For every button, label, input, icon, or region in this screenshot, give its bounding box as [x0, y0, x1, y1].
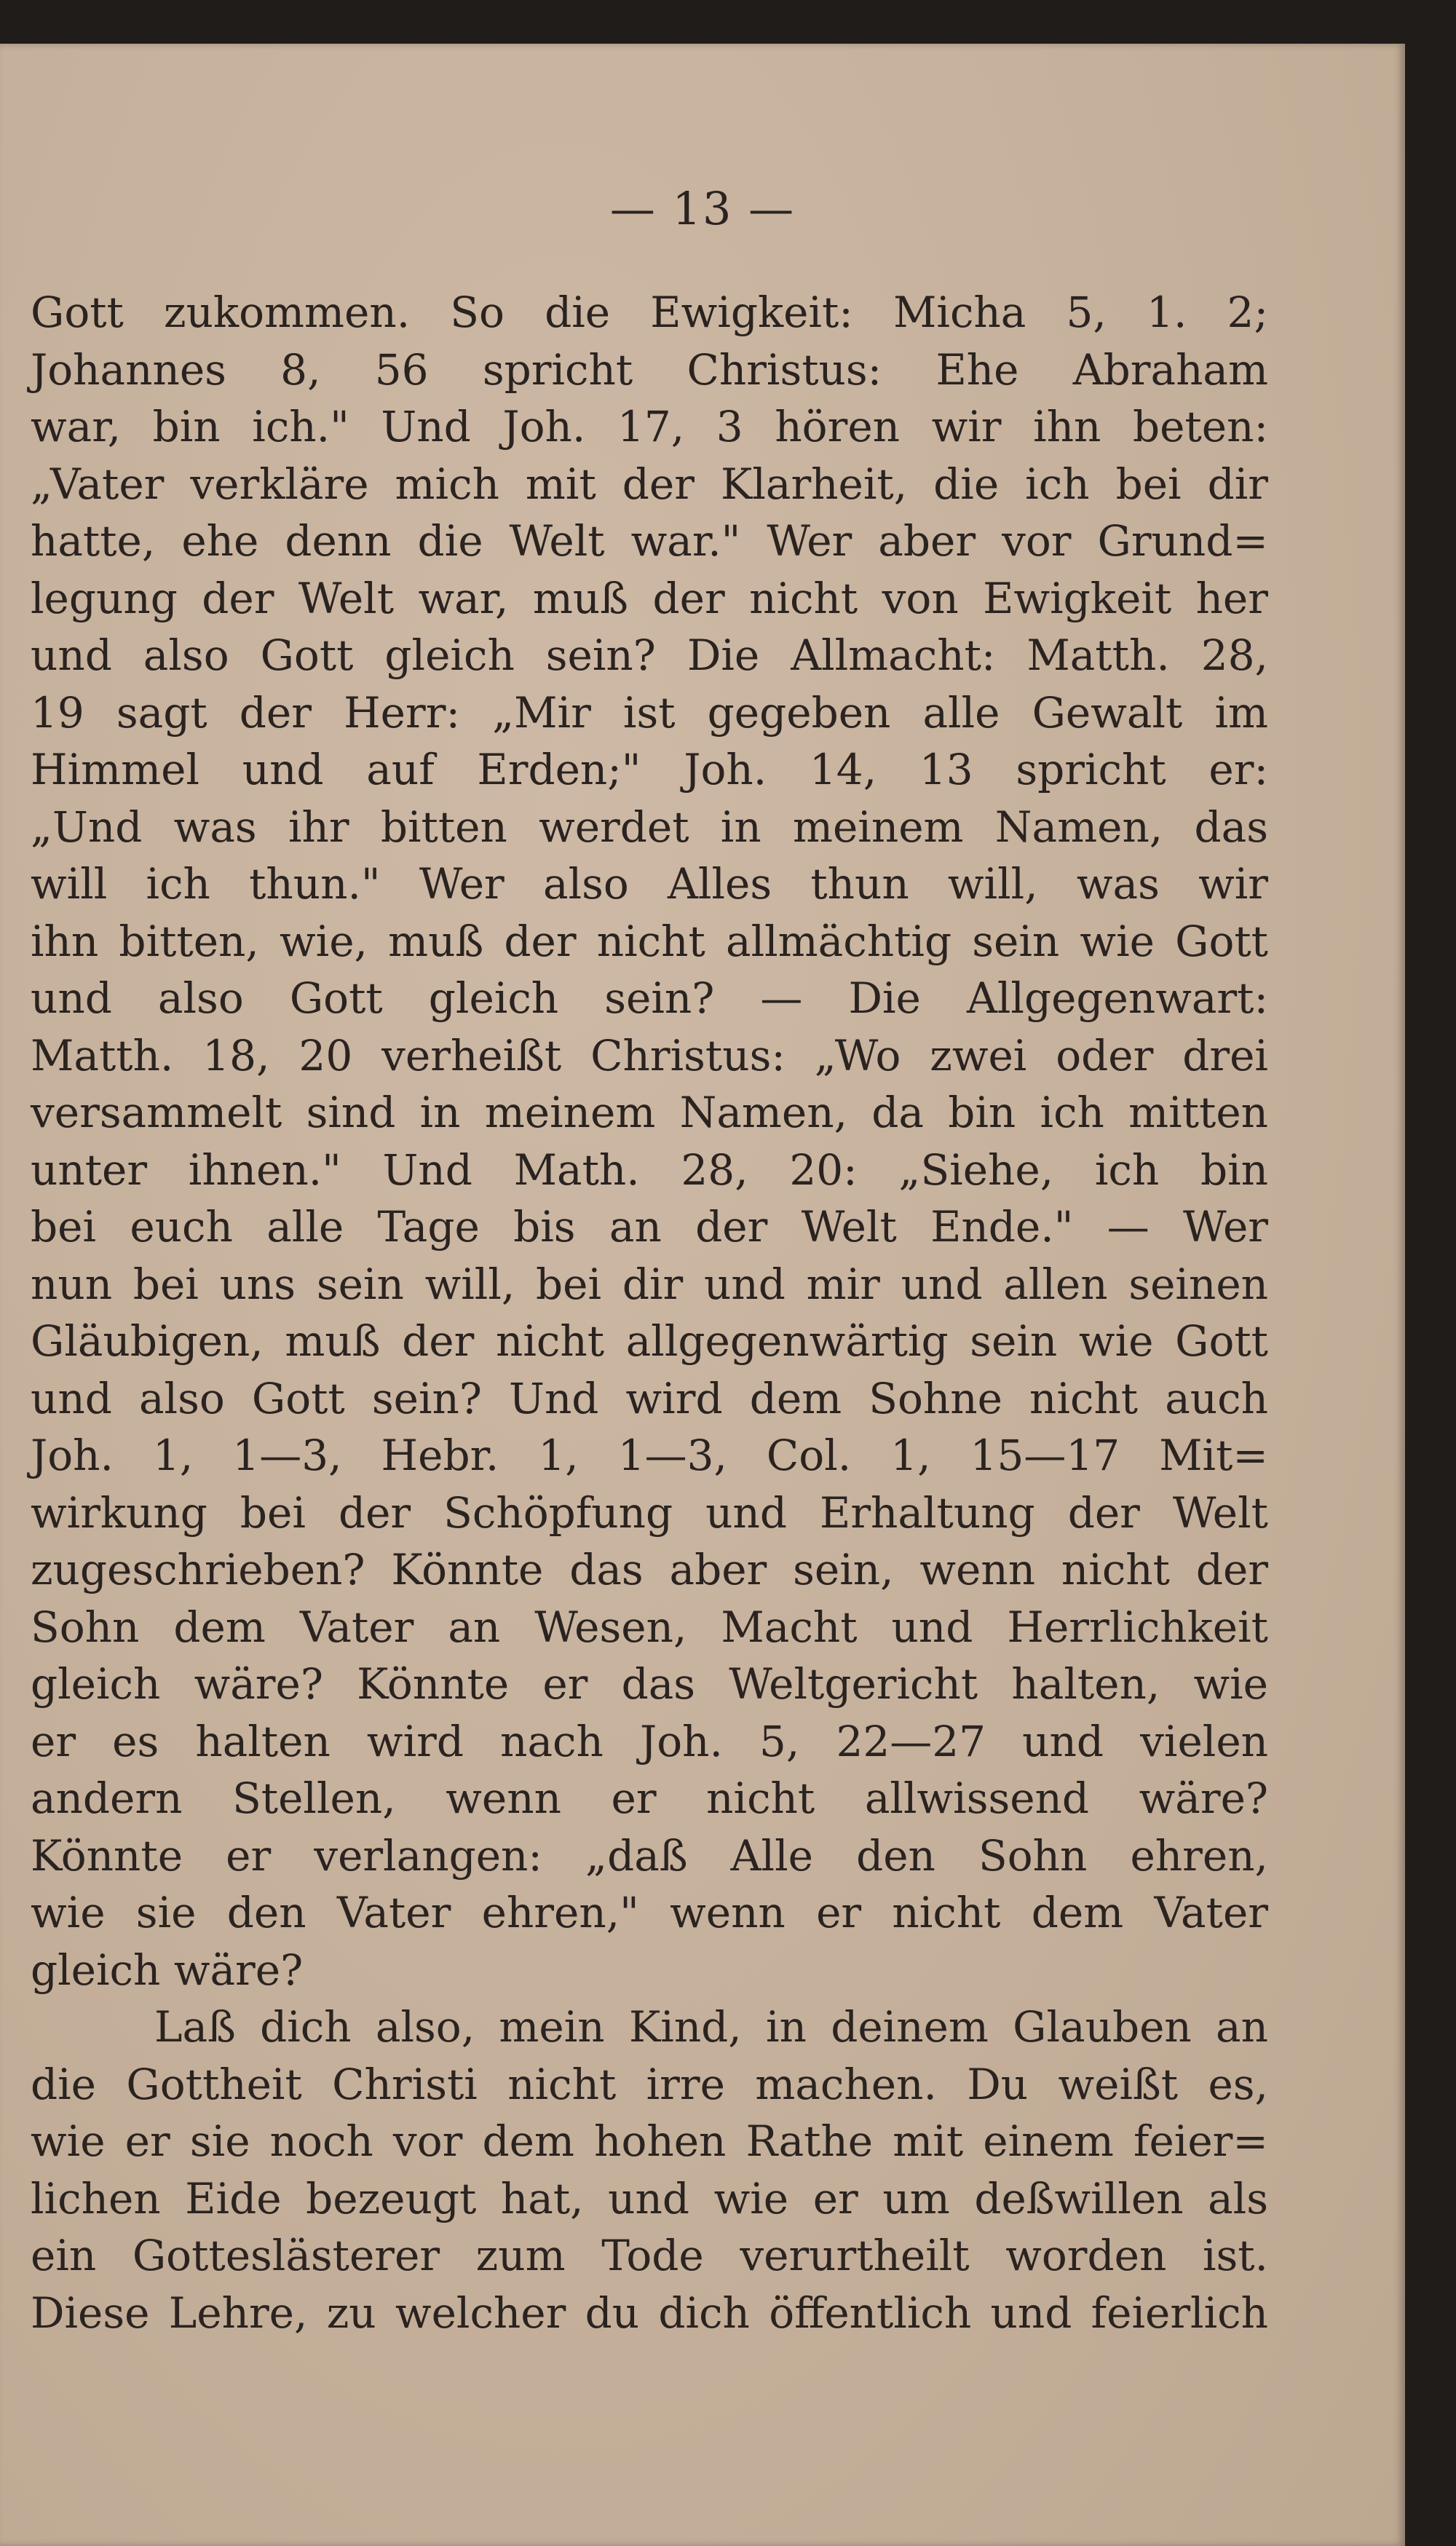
text-line: Diese Lehre, zu welcher du dich öffentlich und feierlich — [31, 2288, 1268, 2338]
text-line: wirkung bei der Schöpfung und Erhaltung der Welt — [31, 1487, 1268, 1538]
page-number-header: — 13 — — [609, 182, 796, 235]
text-line: und also Gott gleich sein? — Die Allgegenwart: — [31, 973, 1268, 1023]
text-line: „Und was ihr bitten werdet in meinem Namen, das — [31, 802, 1268, 852]
text-line: Könnte er verlangen: „daß Alle den Sohn ehren, — [31, 1830, 1268, 1881]
text-line: bei euch alle Tage bis an der Welt Ende." — Wer — [31, 1202, 1268, 1252]
text-line: versammelt sind in meinem Namen, da bin ich mitten — [31, 1088, 1268, 1137]
text-line: Laß dich also, mein Kind, in deinem Glauben an — [154, 2002, 1268, 2052]
text-line: „Vater verkläre mich mit der Klarheit, die ich bei dir — [31, 459, 1268, 509]
text-line: gleich wäre? — [31, 1945, 304, 1995]
text-line: Johannes 8, 56 spricht Christus: Ehe Abraham — [31, 344, 1268, 395]
text-line: will ich thun." Wer also Alles thun will, was wir — [31, 859, 1268, 909]
text-line: er es halten wird nach Joh. 5, 22—27 und vielen — [31, 1716, 1268, 1766]
text-line: ihn bitten, wie, muß der nicht allmächtig sein wie Gott — [31, 916, 1268, 966]
text-line: Gläubigen, muß der nicht allgegenwärtig sein wie Gott — [31, 1316, 1268, 1366]
text-line: wie sie den Vater ehren," wenn er nicht dem Vater — [31, 1888, 1268, 1937]
text-line: unter ihnen." Und Math. 28, 20: „Siehe, ich bin — [31, 1144, 1268, 1195]
text-line: zugeschrieben? Könnte das aber sein, wenn nicht der — [31, 1545, 1268, 1594]
text-line: Joh. 1, 1—3, Hebr. 1, 1—3, Col. 1, 15—17 Mit= — [31, 1431, 1268, 1480]
text-line: hatte, ehe denn die Welt war." Wer aber vor Grund= — [31, 516, 1268, 566]
text-line: 19 sagt der Herr: „Mir ist gegeben alle Gewalt im — [31, 687, 1268, 738]
text-line: Matth. 18, 20 verheißt Christus: „Wo zwei oder drei — [31, 1030, 1268, 1080]
text-line: ein Gotteslästerer zum Tode verurtheilt worden ist. — [31, 2231, 1268, 2280]
book-page — [0, 44, 1405, 2546]
text-line: Gott zukommen. So die Ewigkeit: Micha 5, 1. 2; — [31, 288, 1268, 337]
text-line: andern Stellen, wenn er nicht allwissend wäre? — [31, 1774, 1268, 1823]
text-line: legung der Welt war, muß der nicht von Ewigkeit her — [31, 573, 1268, 623]
text-line: nun bei uns sein will, bei dir und mir und allen seinen — [31, 1259, 1268, 1309]
book-right-edge — [1405, 0, 1456, 2546]
text-line: gleich wäre? Könnte er das Weltgericht halten, wie — [31, 1659, 1268, 1709]
text-line: war, bin ich." Und Joh. 17, 3 hören wir ihn beten: — [31, 402, 1268, 451]
text-line: Sohn dem Vater an Wesen, Macht und Herrlichkeit — [31, 1602, 1268, 1652]
text-line: und also Gott sein? Und wird dem Sohne nicht auch — [31, 1373, 1268, 1423]
text-line: wie er sie noch vor dem hohen Rathe mit einem feier= — [31, 2116, 1268, 2166]
text-line: die Gottheit Christi nicht irre machen. Du weißt es, — [31, 2059, 1268, 2109]
text-line: lichen Eide bezeugt hat, und wie er um deßwillen als — [31, 2173, 1268, 2223]
text-line: und also Gott gleich sein? Die Allmacht: Matth. 28, — [31, 630, 1268, 680]
page-body-text — [31, 284, 1268, 2341]
text-line: Himmel und auf Erden;" Joh. 14, 13 spricht er: — [31, 745, 1268, 794]
